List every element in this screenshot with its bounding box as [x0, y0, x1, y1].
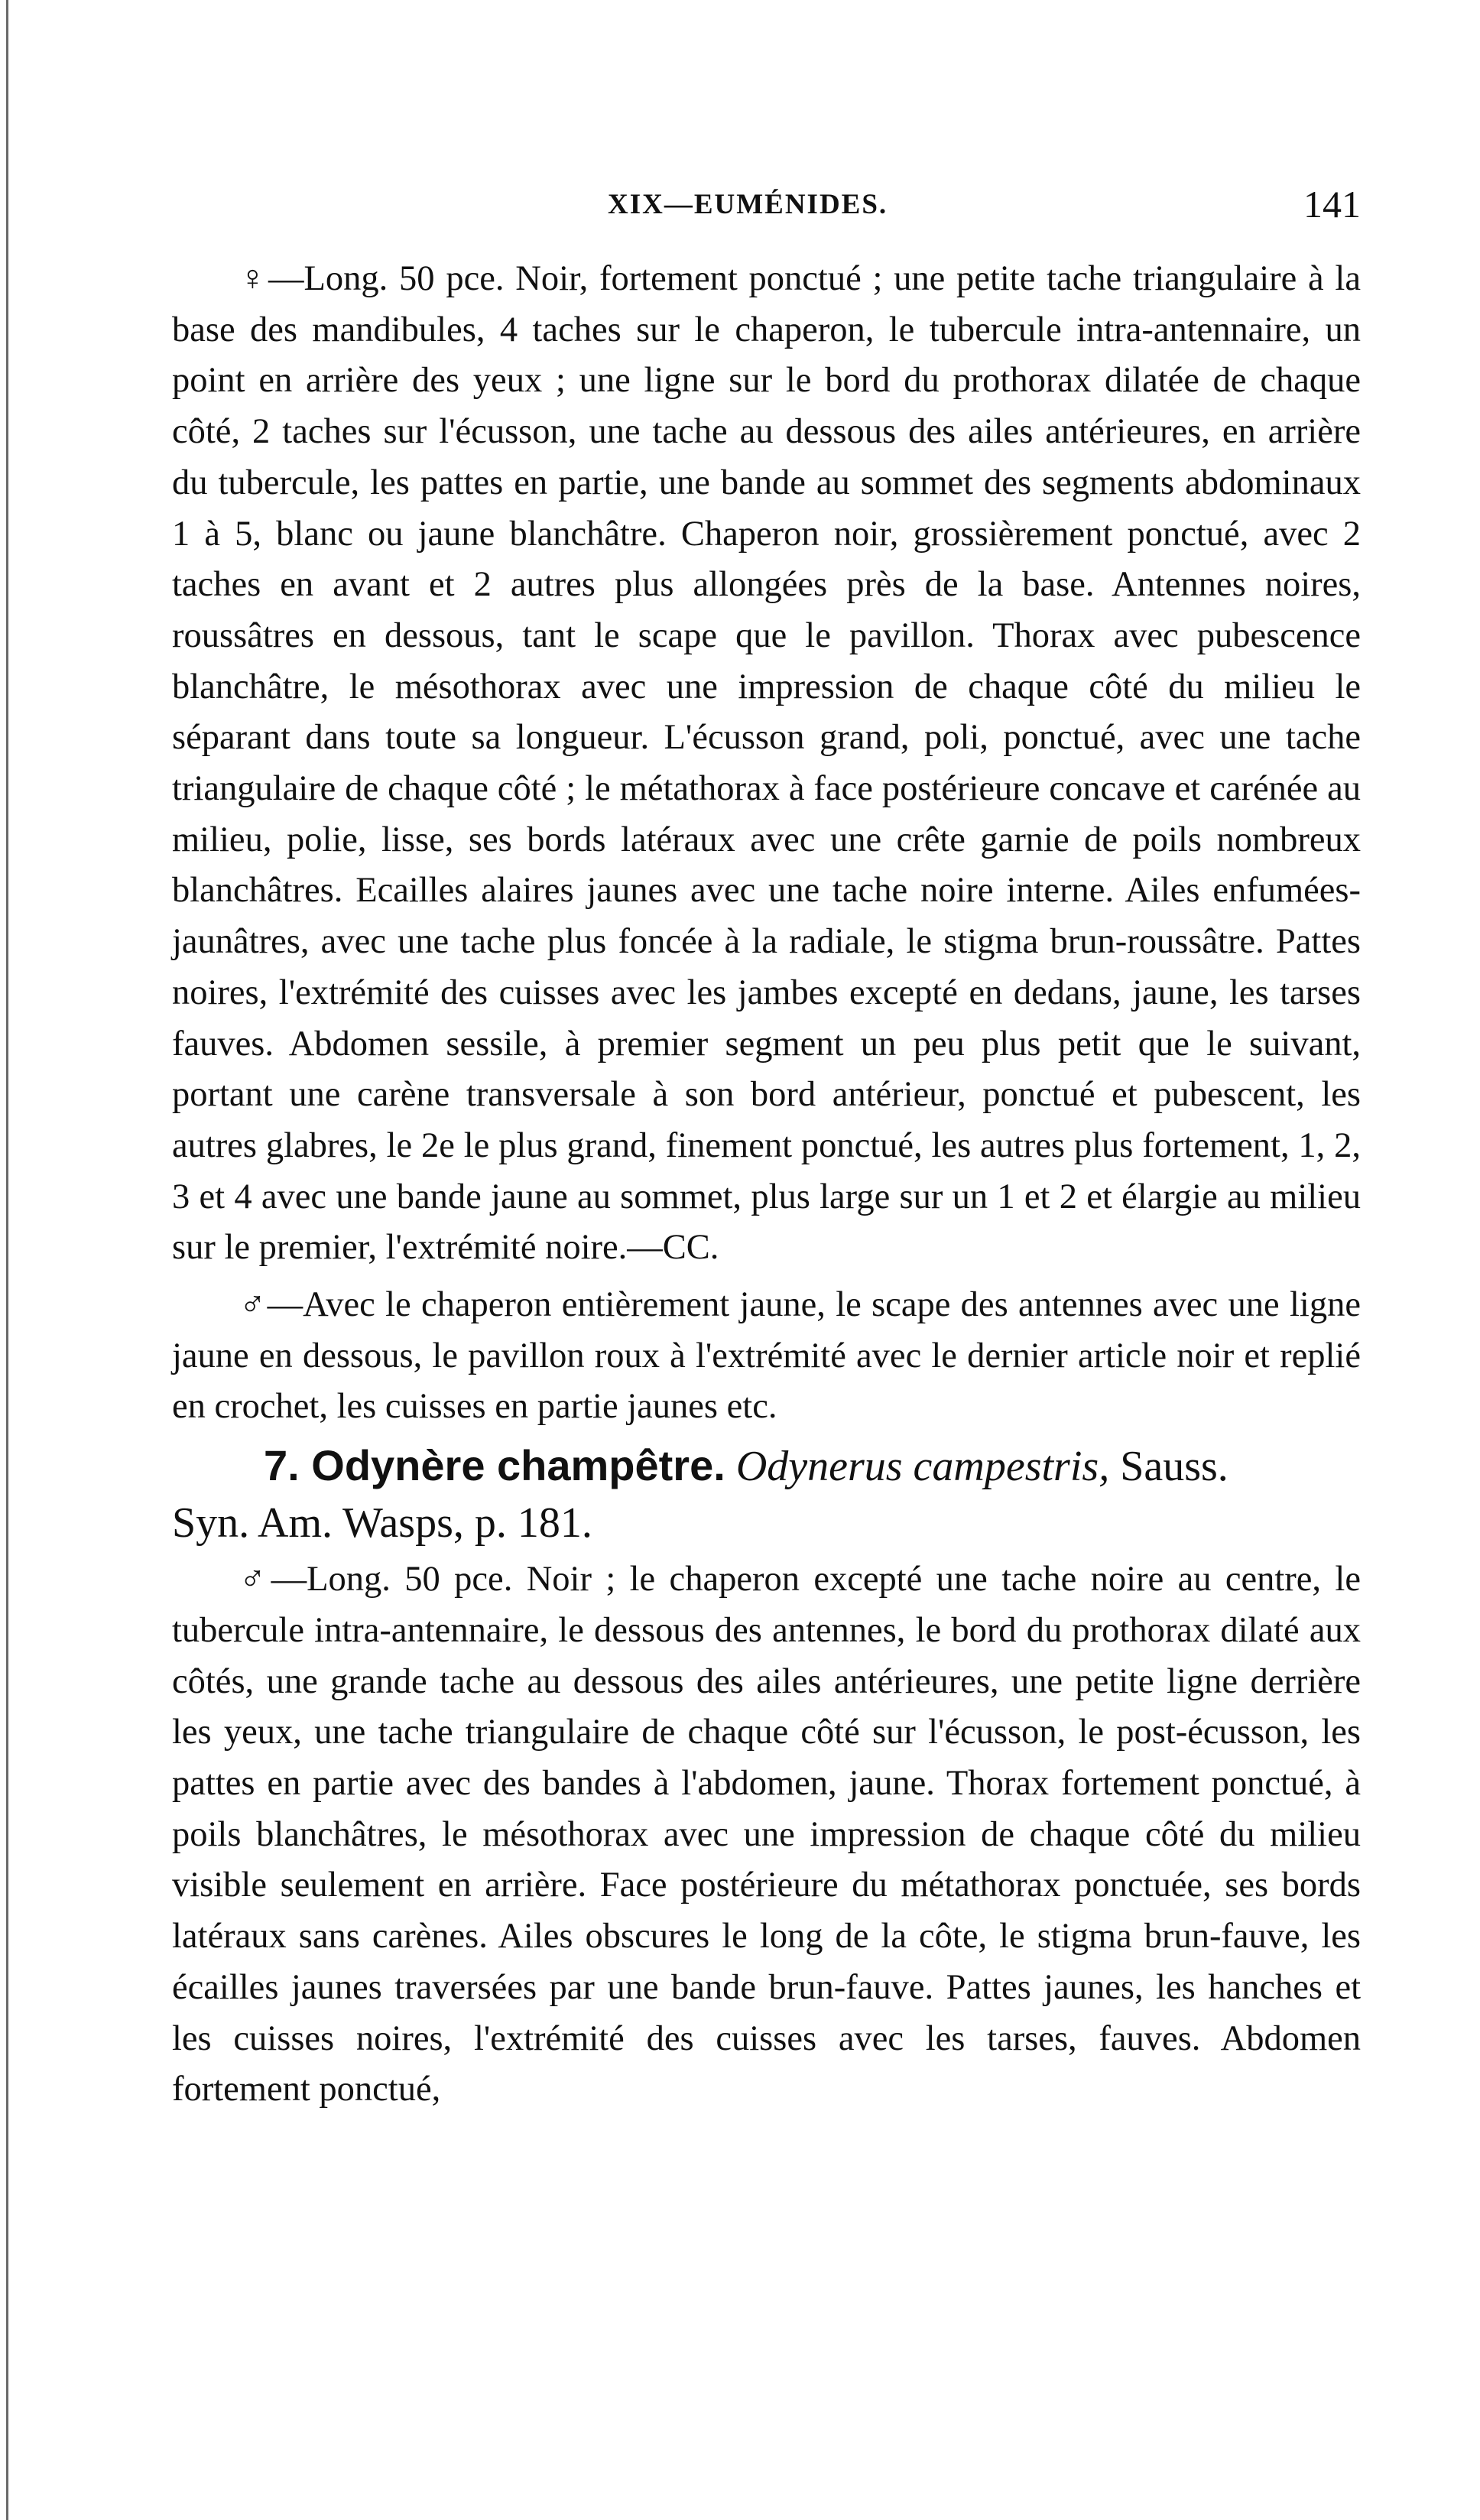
- male-campestris-paragraph: ♂—Long. 50 pce. Noir ; le chaperon excepté une tache noire au centre, le tubercule intra-antennaire, le dessous des antennes, le bord du prothorax dilaté aux côtés, une grande tache au dessous des ailes antérieures, une petite ligne derrière les yeux, une tache triangulaire de chaque côté sur l'écusson, le post-écusson, les pattes en partie avec des bandes à l'abdomen, jaune. Thorax fortement ponctué, à poils blanchâtres, le mésothorax avec une impression de chaque côté du milieu visible seulement en arrière. Face postérieure du métathorax ponctuée, ses bords latéraux sans carènes. Ailes obscures le long de la côte, le stigma brun-fauve, les écailles jaunes traversées par une bande brun-fauve. Pattes jaunes, les hanches et les cuisses noires, l'extrémité des cuisses avec les tarses, fauves. Abdomen fortement ponctué,: [172, 1560, 1361, 2109]
- species-latin-name: Odynerus campestris,: [735, 1443, 1110, 1491]
- species-number-name: 7. Odynère champêtre.: [264, 1441, 725, 1490]
- running-head: XIX—EUMÉNIDES.: [608, 189, 888, 220]
- male-description-paragraph: ♂—Avec le chaperon entièrement jaune, le scape des antennes avec une ligne jaune en dessous, le pavillon roux à l'extrémité avec le dernier article noir et replié en crochet, les cuisses en partie jaunes etc.: [172, 1285, 1361, 1427]
- page-number: 141: [1303, 183, 1361, 226]
- page-header: [172, 182, 1361, 228]
- species-reference: Syn. Am. Wasps, p. 181.: [172, 1499, 592, 1547]
- species-entry-heading: [172, 1437, 1361, 1551]
- species-heading-line: [172, 1437, 1361, 1495]
- species-author: Sauss.: [1120, 1443, 1228, 1491]
- page-body: [172, 254, 1361, 2116]
- female-description-paragraph: ♀—Long. 50 pce. Noir, fortement ponctué ; une petite tache triangulaire à la base des mandibules, 4 taches sur le chaperon, le tubercule intra-antennaire, un point en arrière des yeux ; une ligne sur le bord du prothorax dilatée de chaque côté, 2 taches sur l'écusson, une tache au dessous des ailes antérieures, en arrière du tubercule, les pattes en partie, une bande au sommet des segments abdominaux 1 à 5, blanc ou jaune blanchâtre. Chaperon noir, grossièrement ponctué, avec 2 taches en avant et 2 autres plus allongées près de la base. Antennes noires, roussâtres en dessous, tant le scape que le pavillon. Thorax avec pubescence blanchâtre, le mésothorax avec une impression de chaque côté du milieu le séparant dans toute sa longueur. L'écusson grand, poli, ponctué, avec une tache triangulaire de chaque côté ; le métathorax à face postérieure concave et carénée au milieu, polie, lisse, ses bords latéraux avec une crête garnie de poils nombreux blanchâtres. Ecailles alaires jaunes avec une tache noire interne. Ailes enfumées-jaunâtres, avec une tache plus foncée à la radiale, le stigma brun-roussâtre. Pattes noires, l'extrémité des cuisses avec les jambes excepté en dedans, jaune, les tarses fauves. Abdomen sessile, à premier segment un peu plus petit que le suivant, portant une carène transversale à son bord antérieur, ponctué et pubescent, les autres glabres, le 2e le plus grand, finement ponctué, les autres plus fortement, 1, 2, 3 et 4 avec une bande jaune au sommet, plus large sur un 1 et 2 et élargie au milieu sur le premier, l'extrémité noire.—CC.: [172, 259, 1361, 1268]
- page-edge-line: [6, 0, 8, 2520]
